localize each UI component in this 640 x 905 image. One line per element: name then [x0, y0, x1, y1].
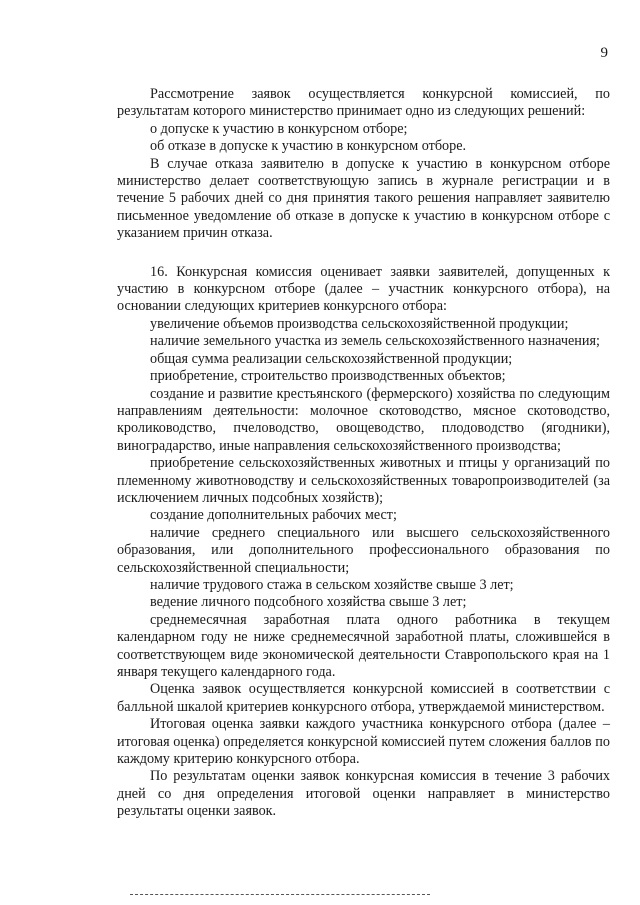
section-gap — [117, 243, 610, 264]
paragraph-decision-refuse: об отказе в допуске к участию в конкурсном отборе. — [150, 138, 467, 155]
criterion-item: наличие среднего специального или высшего сельскохозяйственного образования, или дополнительного профессионального образования по сельскохозяйственной специальности; — [117, 524, 610, 576]
paragraph-review: Рассмотрение заявок осуществляется конкурсной комиссией, по результатам которого министерство принимает одно из следующих решений: — [117, 86, 610, 120]
paragraph-scoring-scale: Оценка заявок осуществляется конкурсной комиссией в соответствии с балльной шкалой критериев конкурсного отбора, утверждаемой министерством. — [117, 681, 610, 715]
paragraph-total-score: Итоговая оценка заявки каждого участника конкурсного отбора (далее – итоговая оценка) определяется конкурсной комиссией путем сложения баллов по каждому критерию конкурсного отбора. — [117, 716, 610, 768]
criterion-item: наличие земельного участка из земель сельскохозяйственного назначения; — [150, 333, 600, 350]
scan-edge-artifact — [130, 894, 430, 895]
paragraph-decision-admit: о допуске к участию в конкурсном отборе; — [150, 120, 408, 137]
criterion-item: среднемесячная заработная плата одного работника в текущем календарном году не ниже среднемесячной заработной платы, сложившейся в соответствующем виде экономической деятельности Ставропольского края на 1 января текущего календарного года. — [117, 611, 610, 680]
criterion-item: приобретение сельскохозяйственных животных и птицы у организаций по племенному животноводству и сельскохозяйственных товаропроизводителей (за исключением личных подсобных хозяйств); — [117, 455, 610, 506]
paragraph-results: По результатам оценки заявок конкурсная комиссия в течение 3 рабочих дней со дня определения итоговой оценки направляет в министерство результаты оценки заявок. — [117, 768, 610, 820]
paragraph-refusal-notice: В случае отказа заявителю в допуске к участию в конкурсном отборе министерство делает соответствующую запись в журнале регистрации и в течение 5 рабочих дней со дня принятия такого решения направляет заявителю письменное уведомление об отказе в допуске к участию в конкурсном отборе с указанием причин отказа. — [117, 155, 610, 242]
criterion-item: приобретение, строительство производственных объектов; — [150, 368, 506, 385]
page-number: 9 — [600, 45, 608, 61]
criterion-item: ведение личного подсобного хозяйства свыше 3 лет; — [150, 594, 467, 611]
criterion-item: общая сумма реализации сельскохозяйственной продукции; — [150, 350, 513, 367]
criterion-item: увеличение объемов производства сельскохозяйственной продукции; — [150, 315, 569, 332]
document-body — [117, 86, 610, 821]
criterion-item: создание и развитие крестьянского (фермерского) хозяйства по следующим направлениям деятельности: молочное скотоводство, мясное скотоводство, кролиководство, пчеловодство, овощеводство, плодоводство (ягодники), виноградарство, иные направления сельскохозяйственного производства; — [117, 385, 610, 454]
paragraph-section-16: 16. Конкурсная комиссия оценивает заявки заявителей, допущенных к участию в конкурсном отборе (далее – участник конкурсного отбора), на основании следующих критериев конкурсного отбора: — [117, 263, 610, 315]
criterion-item: наличие трудового стажа в сельском хозяйстве свыше 3 лет; — [150, 576, 514, 593]
criterion-item: создание дополнительных рабочих мест; — [150, 507, 397, 524]
